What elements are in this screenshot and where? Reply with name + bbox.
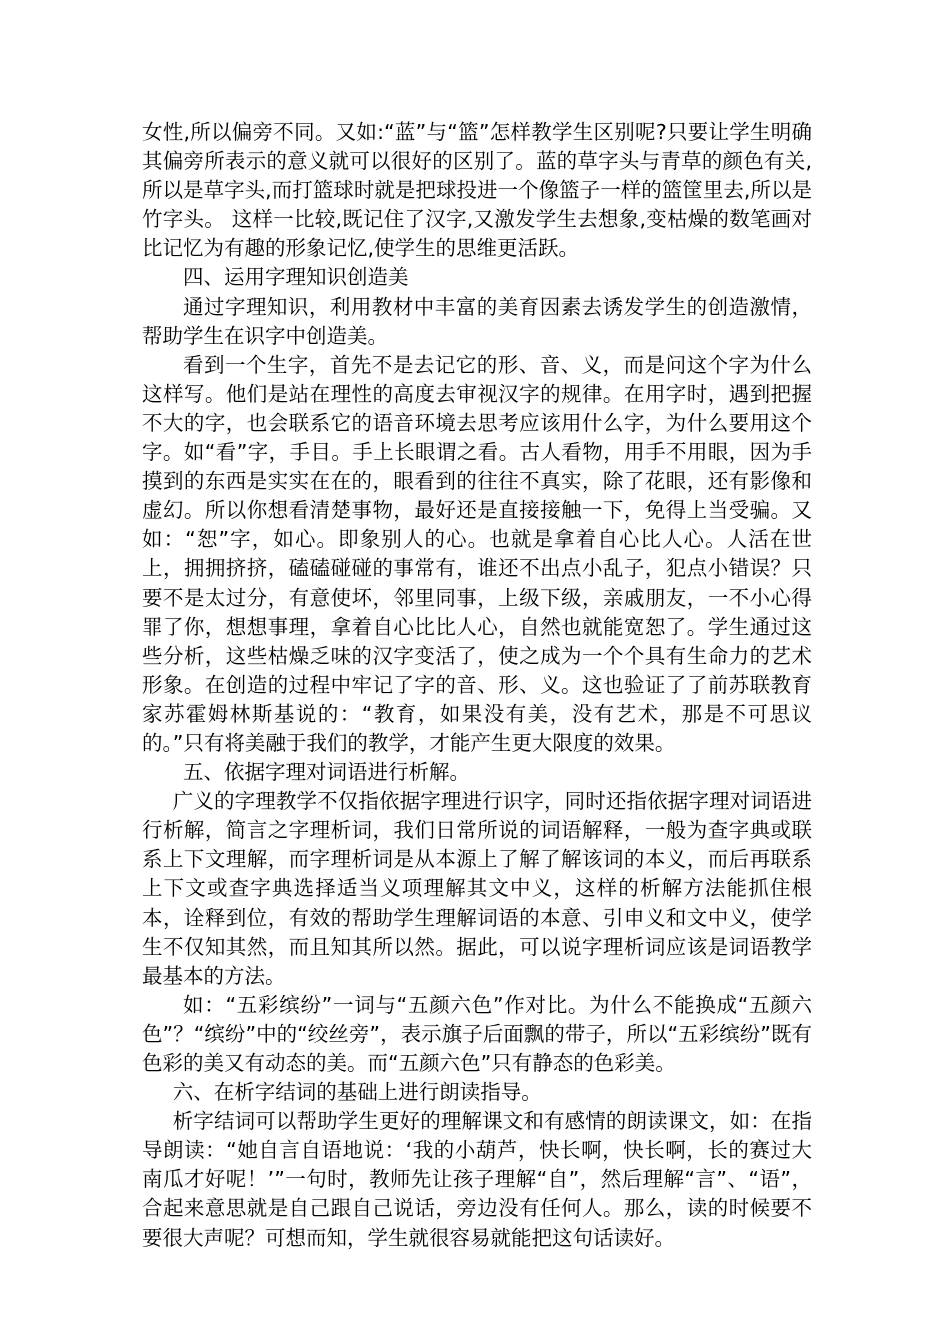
paragraph-continuation: 女性,所以偏旁不同。又如:“蓝”与“篮”怎样教学生区别呢?只要让学生明确其偏旁所表示的意义就可以很好的区别了。蓝的草字头与青草的颜色有关,所以是草字头,而打篮球时就是把球投进一个像篮子一样的篮筐里去,所以是竹字头。 这样一比较,既记住了汉字,又激发学生去想象,变枯燥的数笔画对比记忆为有趣的形象记忆,使学生的思维更活跃。	[142, 120, 812, 261]
paragraph: 如：“五彩缤纷”一词与“五颜六色”作对比。为什么不能换成“五颜六色”？“缤纷”中的“绞丝旁”，表示旗子后面飘的带子，所以“五彩缤纷”既有色彩的美又有动态的美。而“五颜六色”只有静态的色彩美。	[142, 992, 812, 1075]
document-page	[142, 118, 812, 1253]
section-heading-6: 六、在析字结词的基础上进行朗读指导。	[172, 1080, 542, 1105]
paragraph: 看到一个生字，首先不是去记它的形、音、义，而是问这个字为什么这样写。他们是站在理性的高度去审视汉字的规律。在用字时，遇到把握不大的字，也会联系它的语音环境去思考应该用什么字，为什么要用这个字。如“看”字，手目。手上长眼谓之看。古人看物，用手不用眼，因为手摸到的东西是实实在在的，眼看到的往往不真实，除了花眼，还有影像和虚幻。所以你想看清楚事物，最好还是直接接触一下，免得上当受骗。又如：“恕”字，如心。即象别人的心。也就是拿着自心比人心。人活在世上，拥拥挤挤，磕磕碰碰的事常有，谁还不出点小乱子，犯点小错误？只要不是太过分，有意使坏，邻里同事，上级下级，亲戚朋友，一不小心得罪了你，想想事理，拿着自心比比人心，自然也就能宽恕了。学生通过这些分析，这些枯燥乏味的汉字变活了，使之成为一个个具有生命力的艺术形象。在创造的过程中牢记了字的音、形、义。这也验证了了前苏联教育家苏霍姆林斯基说的：“教育，如果没有美，没有艺术，那是不可思议的。”只有将美融于我们的教学，才能产生更大限度的效果。	[142, 352, 812, 755]
section-heading-4: 四、运用字理知识创造美	[183, 265, 409, 290]
paragraph: 通过字理知识，利用教材中丰富的美育因素去诱发学生的创造激情，帮助学生在识字中创造美。	[142, 294, 812, 348]
paragraph: 析字结词可以帮助学生更好的理解课文和有感情的朗读课文，如：在指导朗读：“她自言自语地说：‘我的小葫芦，快长啊，快长啊，长的赛过大南瓜才好呢！’”一句时，教师先让孩子理解“自”，然后理解“言”、“语”，合起来意思就是自己跟自己说话，旁边没有任何人。那么，读的时候要不要很大声呢？可想而知，学生就很容易就能把这句话读好。	[142, 1109, 812, 1250]
section-heading-5: 五、依据字理对词语进行析解。	[183, 760, 470, 785]
paragraph: 广义的字理教学不仅指依据字理进行识字，同时还指依据字理对词语进行析解，简言之字理析词，我们日常所说的词语解释，一般为查字典或联系上下文理解，而字理析词是从本源上了解了解该词的本义，而后再联系上下文或查字典选择适当义项理解其文中义，这样的析解方法能抓住根本，诠释到位，有效的帮助学生理解词语的本意、引申义和文中义，使学生不仅知其然，而且知其所以然。据此，可以说字理析词应该是词语教学最基本的方法。	[142, 789, 812, 988]
